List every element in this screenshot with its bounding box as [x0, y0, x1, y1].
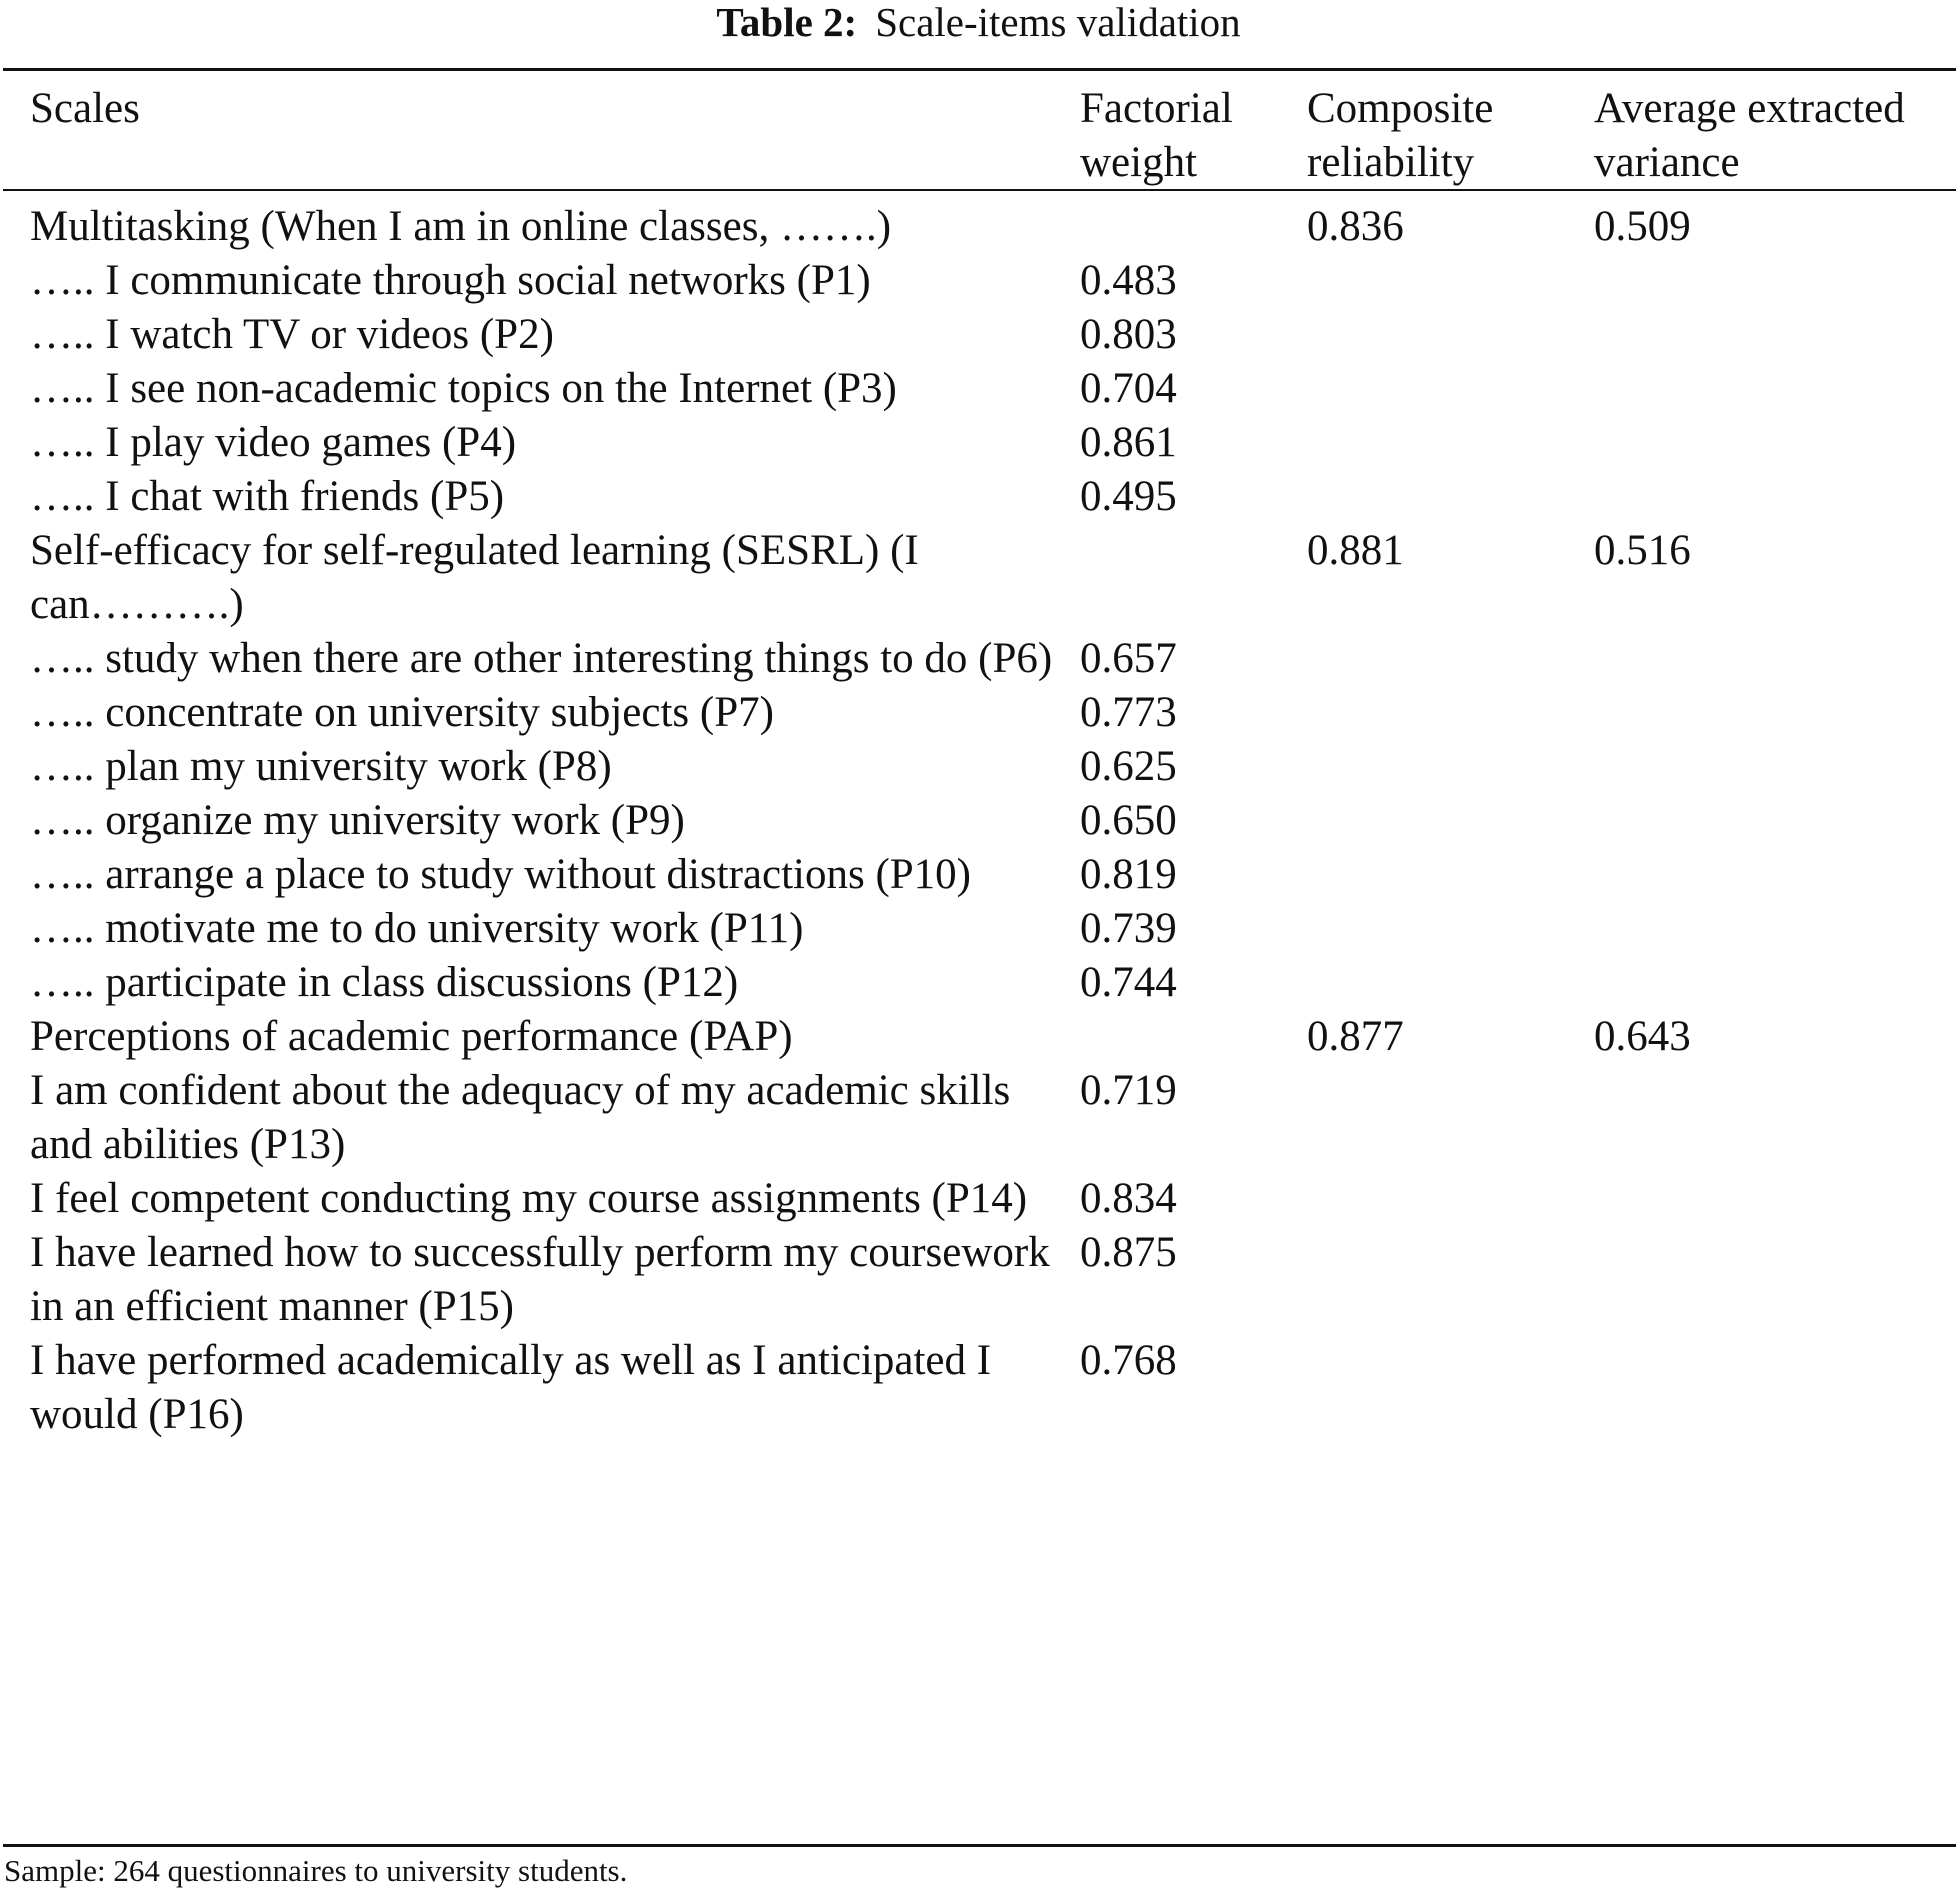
composite-reliability-cell — [1307, 308, 1594, 362]
factorial-weight-cell: 0.834 — [1080, 1175, 1177, 1222]
table-row — [30, 1064, 1924, 1172]
scale-cell: ….. I communicate through social networks (P1) — [30, 257, 871, 304]
factorial-weight-cell: 0.861 — [1080, 419, 1177, 466]
top-rule — [3, 68, 1956, 71]
factorial-weight-cell: 0.704 — [1080, 365, 1177, 412]
composite-reliability-cell — [1307, 1334, 1594, 1442]
composite-reliability-cell — [1307, 1226, 1594, 1334]
factorial-weight-cell — [1080, 524, 1307, 632]
scale-validation-table — [30, 82, 1924, 1442]
average-extracted-variance-cell — [1594, 848, 1924, 902]
average-extracted-variance-cell — [1594, 308, 1924, 362]
table-row — [30, 686, 1924, 740]
scale-cell: ….. concentrate on university subjects (P7) — [30, 689, 774, 736]
factorial-weight-cell: 0.803 — [1080, 311, 1177, 358]
scale-cell: Multitasking (When I am in online classes, …….) — [30, 203, 892, 250]
average-extracted-variance-cell — [1594, 1226, 1924, 1334]
scale-cell: ….. plan my university work (P8) — [30, 743, 612, 790]
scale-cell: I have performed academically as well as I anticipated I would (P16) — [30, 1337, 992, 1438]
table-row — [30, 1010, 1924, 1064]
average-extracted-variance-cell — [1594, 956, 1924, 1010]
header-factorial-weight: Factorial weight — [1080, 85, 1233, 186]
table-body — [30, 190, 1924, 1442]
composite-reliability-cell — [1307, 254, 1594, 308]
average-extracted-variance-cell — [1594, 1334, 1924, 1442]
caption-label: Table 2: — [716, 0, 858, 45]
composite-reliability-cell — [1307, 416, 1594, 470]
composite-reliability-cell — [1307, 902, 1594, 956]
scale-cell: ….. I play video games (P4) — [30, 419, 517, 466]
average-extracted-variance-cell: 0.643 — [1594, 1013, 1691, 1060]
table-row — [30, 902, 1924, 956]
average-extracted-variance-cell: 0.509 — [1594, 203, 1691, 250]
table-row — [30, 1226, 1924, 1334]
composite-reliability-cell — [1307, 362, 1594, 416]
composite-reliability-cell: 0.877 — [1307, 1013, 1404, 1060]
composite-reliability-cell: 0.836 — [1307, 203, 1404, 250]
bottom-rule — [3, 1844, 1956, 1847]
scale-cell: ….. I see non-academic topics on the Internet (P3) — [30, 365, 897, 412]
composite-reliability-cell — [1307, 632, 1594, 686]
table-row — [30, 794, 1924, 848]
table-row — [30, 956, 1924, 1010]
table-header — [30, 82, 1924, 190]
table-row — [30, 308, 1924, 362]
table-row — [30, 362, 1924, 416]
scale-cell: Perceptions of academic performance (PAP) — [30, 1013, 793, 1060]
factorial-weight-cell: 0.719 — [1080, 1067, 1177, 1114]
scale-cell: ….. participate in class discussions (P12) — [30, 959, 739, 1006]
factorial-weight-cell: 0.875 — [1080, 1229, 1177, 1276]
table-row — [30, 740, 1924, 794]
factorial-weight-cell: 0.739 — [1080, 905, 1177, 952]
header-scales: Scales — [30, 85, 140, 132]
average-extracted-variance-cell — [1594, 470, 1924, 524]
composite-reliability-cell — [1307, 1064, 1594, 1172]
header-composite-reliability: Composite reliability — [1307, 85, 1494, 186]
table-row — [30, 524, 1924, 632]
table-row — [30, 416, 1924, 470]
table-row — [30, 848, 1924, 902]
scale-cell: ….. study when there are other interesting things to do (P6) — [30, 635, 1053, 682]
average-extracted-variance-cell — [1594, 1172, 1924, 1226]
composite-reliability-cell — [1307, 848, 1594, 902]
average-extracted-variance-cell — [1594, 362, 1924, 416]
factorial-weight-cell: 0.650 — [1080, 797, 1177, 844]
table-caption — [0, 0, 1957, 44]
average-extracted-variance-cell — [1594, 1064, 1924, 1172]
composite-reliability-cell — [1307, 794, 1594, 848]
factorial-weight-cell: 0.744 — [1080, 959, 1177, 1006]
scale-cell: I feel competent conducting my course assignments (P14) — [30, 1175, 1028, 1222]
average-extracted-variance-cell — [1594, 254, 1924, 308]
average-extracted-variance-cell — [1594, 902, 1924, 956]
table-note: Sample: 264 questionnaires to university students. — [4, 1853, 628, 1888]
average-extracted-variance-cell — [1594, 794, 1924, 848]
caption-title: Scale-items validation — [875, 0, 1241, 45]
scale-cell: I am confident about the adequacy of my academic skills and abilities (P13) — [30, 1067, 1011, 1168]
average-extracted-variance-cell — [1594, 686, 1924, 740]
composite-reliability-cell — [1307, 740, 1594, 794]
table-row — [30, 254, 1924, 308]
table-row — [30, 190, 1924, 254]
composite-reliability-cell: 0.881 — [1307, 527, 1404, 574]
scale-cell: ….. organize my university work (P9) — [30, 797, 685, 844]
factorial-weight-cell: 0.657 — [1080, 635, 1177, 682]
table-row — [30, 1172, 1924, 1226]
scale-cell: ….. I chat with friends (P5) — [30, 473, 505, 520]
composite-reliability-cell — [1307, 956, 1594, 1010]
table-row — [30, 1334, 1924, 1442]
scale-cell: ….. motivate me to do university work (P11) — [30, 905, 804, 952]
factorial-weight-cell: 0.819 — [1080, 851, 1177, 898]
header-average-extracted-variance: Average extracted variance — [1594, 85, 1905, 186]
factorial-weight-cell: 0.483 — [1080, 257, 1177, 304]
factorial-weight-cell: 0.495 — [1080, 473, 1177, 520]
scale-cell: ….. I watch TV or videos (P2) — [30, 311, 554, 358]
factorial-weight-cell: 0.625 — [1080, 743, 1177, 790]
factorial-weight-cell: 0.773 — [1080, 689, 1177, 736]
average-extracted-variance-cell — [1594, 416, 1924, 470]
composite-reliability-cell — [1307, 686, 1594, 740]
table-row — [30, 470, 1924, 524]
factorial-weight-cell — [1080, 190, 1307, 254]
composite-reliability-cell — [1307, 470, 1594, 524]
scale-cell: Self-efficacy for self-regulated learning (SESRL) (I can……….) — [30, 527, 919, 628]
scale-cell: I have learned how to successfully perform my coursework in an efficient manner (P15) — [30, 1229, 1050, 1330]
factorial-weight-cell — [1080, 1010, 1307, 1064]
average-extracted-variance-cell — [1594, 740, 1924, 794]
composite-reliability-cell — [1307, 1172, 1594, 1226]
table-row — [30, 632, 1924, 686]
scale-cell: ….. arrange a place to study without distractions (P10) — [30, 851, 972, 898]
factorial-weight-cell: 0.768 — [1080, 1337, 1177, 1384]
average-extracted-variance-cell — [1594, 632, 1924, 686]
average-extracted-variance-cell: 0.516 — [1594, 527, 1691, 574]
